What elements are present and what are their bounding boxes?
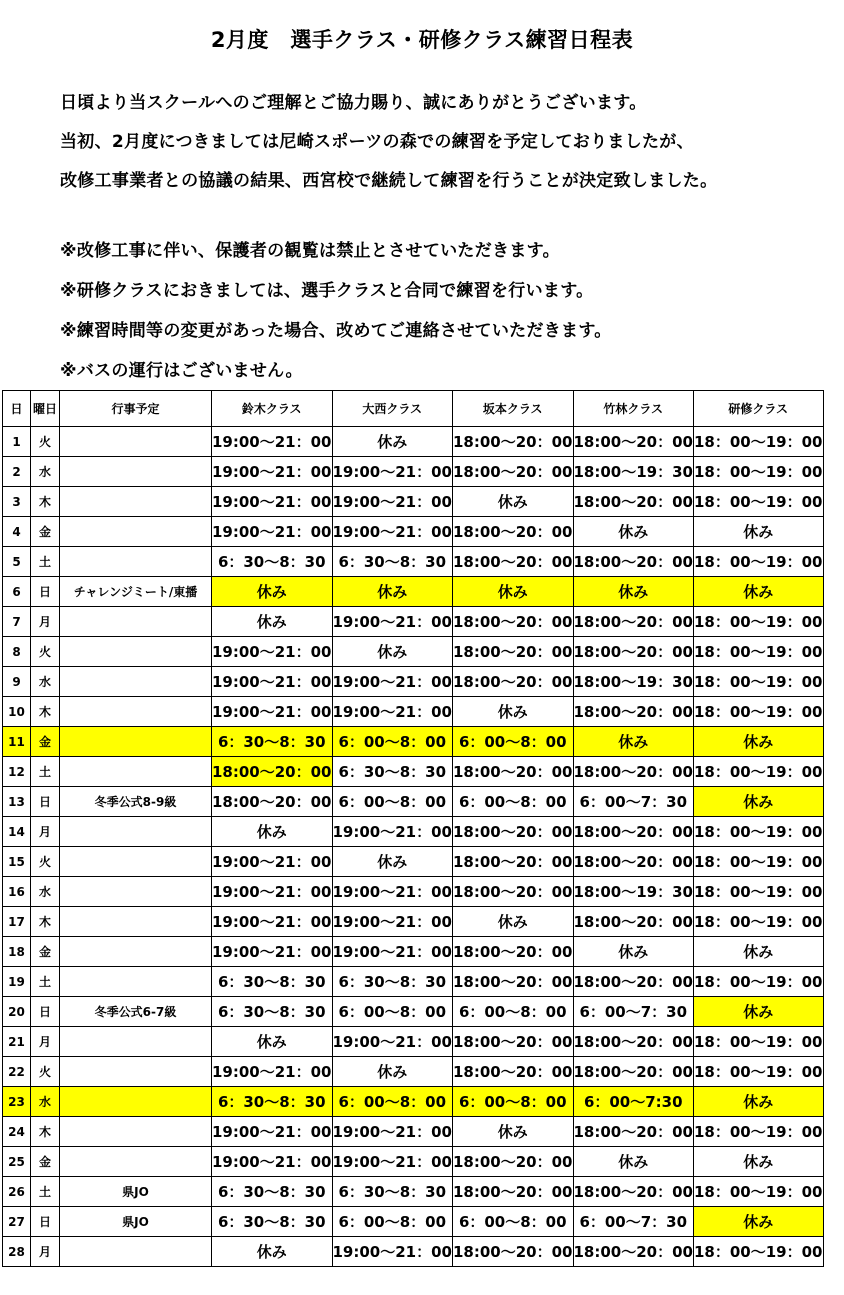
cell-kenshu: 18：00～19：00 [694, 1177, 824, 1207]
cell-sakamoto: 18:00～20：00 [453, 1057, 574, 1087]
cell-takebayashi: 休み [573, 577, 694, 607]
table-row [3, 787, 824, 817]
cell-onishi: 6：30～8：30 [332, 547, 453, 577]
cell-sakamoto: 18:00～20：00 [453, 967, 574, 997]
cell-kenshu: 18：00～19：00 [694, 547, 824, 577]
cell-onishi: 休み [332, 577, 453, 607]
cell-kenshu: 18：00～19：00 [694, 907, 824, 937]
cell-event [60, 547, 212, 577]
table-row [3, 1087, 824, 1117]
cell-day: 20 [3, 997, 31, 1027]
cell-sakamoto: 18:00～20：00 [453, 637, 574, 667]
cell-takebayashi: 18:00～20：00 [573, 487, 694, 517]
cell-takebayashi: 18:00～20：00 [573, 967, 694, 997]
cell-onishi: 19:00～21：00 [332, 877, 453, 907]
header-row [3, 391, 824, 427]
cell-dow: 木 [31, 487, 60, 517]
cell-dow: 土 [31, 1177, 60, 1207]
cell-kenshu: 休み [694, 997, 824, 1027]
note-line-2: ※研修クラスにおきましては、選手クラスと合同で練習を行います。 [60, 281, 594, 301]
cell-event: 冬季公式6-7級 [60, 997, 212, 1027]
cell-day: 1 [3, 427, 31, 457]
cell-onishi: 19:00～21：00 [332, 1117, 453, 1147]
cell-day: 19 [3, 967, 31, 997]
cell-sakamoto: 18:00～20：00 [453, 607, 574, 637]
cell-suzuki: 19:00～21：00 [212, 487, 333, 517]
cell-onishi: 19:00～21：00 [332, 487, 453, 517]
cell-suzuki: 6：30～8：30 [212, 1087, 333, 1117]
cell-suzuki: 18:00～20：00 [212, 787, 333, 817]
cell-day: 21 [3, 1027, 31, 1057]
cell-dow: 火 [31, 1057, 60, 1087]
cell-onishi: 19:00～21：00 [332, 1147, 453, 1177]
cell-dow: 月 [31, 607, 60, 637]
cell-event [60, 667, 212, 697]
cell-takebayashi: 18:00～20：00 [573, 1237, 694, 1267]
cell-sakamoto: 18:00～20：00 [453, 427, 574, 457]
schedule-table [2, 390, 824, 1267]
cell-sakamoto: 休み [453, 1117, 574, 1147]
cell-event [60, 847, 212, 877]
cell-day: 11 [3, 727, 31, 757]
cell-sakamoto: 18:00～20：00 [453, 1147, 574, 1177]
cell-takebayashi: 休み [573, 727, 694, 757]
cell-day: 4 [3, 517, 31, 547]
cell-event [60, 517, 212, 547]
cell-dow: 金 [31, 937, 60, 967]
cell-takebayashi: 休み [573, 517, 694, 547]
table-row [3, 757, 824, 787]
cell-sakamoto: 18:00～20：00 [453, 547, 574, 577]
cell-dow: 水 [31, 457, 60, 487]
table-row [3, 1177, 824, 1207]
cell-onishi: 19:00～21：00 [332, 1027, 453, 1057]
cell-takebayashi: 18:00～20：00 [573, 547, 694, 577]
cell-kenshu: 18：00～19：00 [694, 427, 824, 457]
header-takebayashi-class: 竹林クラス [573, 391, 694, 427]
cell-takebayashi: 18:00～20：00 [573, 637, 694, 667]
cell-day: 24 [3, 1117, 31, 1147]
cell-kenshu: 18：00～19：00 [694, 1237, 824, 1267]
cell-dow: 金 [31, 727, 60, 757]
cell-dow: 日 [31, 787, 60, 817]
cell-takebayashi: 18:00～20：00 [573, 1057, 694, 1087]
table-row [3, 907, 824, 937]
cell-sakamoto: 休み [453, 697, 574, 727]
cell-onishi: 19:00～21：00 [332, 607, 453, 637]
cell-day: 12 [3, 757, 31, 787]
cell-event [60, 1117, 212, 1147]
page-title: 2月度 選手クラス・研修クラス練習日程表 [210, 28, 634, 52]
cell-suzuki: 休み [212, 577, 333, 607]
header-sakamoto-class: 坂本クラス [453, 391, 574, 427]
cell-onishi: 6：30～8：30 [332, 967, 453, 997]
cell-suzuki: 18:00～20：00 [212, 757, 333, 787]
cell-event [60, 817, 212, 847]
cell-event: 県JO [60, 1207, 212, 1237]
cell-suzuki: 6：30～8：30 [212, 997, 333, 1027]
cell-event [60, 1087, 212, 1117]
cell-event [60, 1237, 212, 1267]
cell-takebayashi: 18:00～20：00 [573, 697, 694, 727]
cell-onishi: 19:00～21：00 [332, 667, 453, 697]
cell-kenshu: 18：00～19：00 [694, 967, 824, 997]
cell-sakamoto: 6：00～8：00 [453, 1207, 574, 1237]
cell-onishi: 休み [332, 847, 453, 877]
table-row [3, 1147, 824, 1177]
cell-day: 10 [3, 697, 31, 727]
cell-suzuki: 19:00～21：00 [212, 1147, 333, 1177]
cell-suzuki: 19:00～21：00 [212, 637, 333, 667]
cell-day: 28 [3, 1237, 31, 1267]
cell-kenshu: 休み [694, 1087, 824, 1117]
cell-takebayashi: 18:00～20：00 [573, 1027, 694, 1057]
cell-day: 16 [3, 877, 31, 907]
cell-suzuki: 休み [212, 607, 333, 637]
cell-dow: 火 [31, 847, 60, 877]
cell-onishi: 19:00～21：00 [332, 817, 453, 847]
cell-day: 6 [3, 577, 31, 607]
table-row [3, 1117, 824, 1147]
cell-suzuki: 19:00～21：00 [212, 1117, 333, 1147]
table-row [3, 517, 824, 547]
cell-event [60, 727, 212, 757]
cell-suzuki: 休み [212, 1237, 333, 1267]
cell-day: 25 [3, 1147, 31, 1177]
table-row [3, 667, 824, 697]
cell-takebayashi: 18:00～20：00 [573, 1177, 694, 1207]
header-kenshu-class: 研修クラス [694, 391, 824, 427]
cell-onishi: 休み [332, 427, 453, 457]
cell-sakamoto: 休み [453, 907, 574, 937]
cell-suzuki: 19:00～21：00 [212, 517, 333, 547]
note-line-3: ※練習時間等の変更があった場合、改めてご連絡させていただきます。 [60, 321, 612, 341]
table-row [3, 487, 824, 517]
cell-sakamoto: 18:00～20：00 [453, 1177, 574, 1207]
cell-onishi: 6：00～8：00 [332, 787, 453, 817]
cell-takebayashi: 18:00～19：30 [573, 457, 694, 487]
cell-kenshu: 18：00～19：00 [694, 1027, 824, 1057]
cell-event: 県JO [60, 1177, 212, 1207]
table-row [3, 547, 824, 577]
cell-sakamoto: 6：00～8：00 [453, 787, 574, 817]
cell-onishi: 6：00～8：00 [332, 727, 453, 757]
cell-event [60, 1027, 212, 1057]
cell-onishi: 6：30～8：30 [332, 1177, 453, 1207]
cell-event [60, 457, 212, 487]
cell-dow: 火 [31, 637, 60, 667]
table-row [3, 847, 824, 877]
cell-dow: 水 [31, 1087, 60, 1117]
cell-dow: 火 [31, 427, 60, 457]
cell-dow: 水 [31, 667, 60, 697]
cell-kenshu: 18：00～19：00 [694, 487, 824, 517]
cell-day: 8 [3, 637, 31, 667]
cell-takebayashi: 18:00～20：00 [573, 1117, 694, 1147]
cell-event [60, 877, 212, 907]
cell-suzuki: 19:00～21：00 [212, 457, 333, 487]
cell-event [60, 487, 212, 517]
cell-takebayashi: 18:00～20：00 [573, 817, 694, 847]
cell-suzuki: 6：30～8：30 [212, 547, 333, 577]
cell-dow: 月 [31, 817, 60, 847]
cell-day: 18 [3, 937, 31, 967]
cell-kenshu: 休み [694, 1207, 824, 1237]
cell-sakamoto: 18:00～20：00 [453, 1237, 574, 1267]
table-row [3, 1027, 824, 1057]
cell-sakamoto: 18:00～20：00 [453, 1027, 574, 1057]
cell-event [60, 937, 212, 967]
table-row [3, 427, 824, 457]
cell-day: 26 [3, 1177, 31, 1207]
cell-dow: 月 [31, 1027, 60, 1057]
cell-sakamoto: 18:00～20：00 [453, 667, 574, 697]
cell-event [60, 907, 212, 937]
cell-onishi: 6：00～8：00 [332, 997, 453, 1027]
cell-day: 2 [3, 457, 31, 487]
cell-dow: 月 [31, 1237, 60, 1267]
cell-dow: 土 [31, 547, 60, 577]
cell-kenshu: 18：00～19：00 [694, 697, 824, 727]
cell-kenshu: 18：00～19：00 [694, 607, 824, 637]
cell-sakamoto: 18:00～20：00 [453, 457, 574, 487]
cell-kenshu: 18：00～19：00 [694, 667, 824, 697]
cell-onishi: 19:00～21：00 [332, 697, 453, 727]
cell-kenshu: 18：00～19：00 [694, 637, 824, 667]
cell-day: 17 [3, 907, 31, 937]
cell-event [60, 757, 212, 787]
table-row [3, 637, 824, 667]
table-row [3, 937, 824, 967]
cell-kenshu: 18：00～19：00 [694, 457, 824, 487]
cell-takebayashi: 休み [573, 937, 694, 967]
cell-dow: 木 [31, 907, 60, 937]
cell-kenshu: 18：00～19：00 [694, 817, 824, 847]
cell-event [60, 427, 212, 457]
cell-onishi: 19:00～21：00 [332, 937, 453, 967]
cell-suzuki: 6：30～8：30 [212, 727, 333, 757]
cell-suzuki: 19:00～21：00 [212, 847, 333, 877]
header-event: 行事予定 [60, 391, 212, 427]
table-row [3, 1057, 824, 1087]
table-row [3, 997, 824, 1027]
header-dow: 曜日 [31, 391, 60, 427]
cell-sakamoto: 18:00～20：00 [453, 757, 574, 787]
cell-sakamoto: 18:00～20：00 [453, 937, 574, 967]
table-row [3, 457, 824, 487]
cell-sakamoto: 18:00～20：00 [453, 517, 574, 547]
cell-day: 15 [3, 847, 31, 877]
cell-takebayashi: 18:00～20：00 [573, 757, 694, 787]
cell-day: 14 [3, 817, 31, 847]
note-line-1: ※改修工事に伴い、保護者の観覧は禁止とさせていただきます。 [60, 241, 560, 261]
cell-onishi: 19:00～21：00 [332, 517, 453, 547]
cell-onishi: 19:00～21：00 [332, 907, 453, 937]
cell-dow: 木 [31, 1117, 60, 1147]
cell-onishi: 6：30～8：30 [332, 757, 453, 787]
cell-suzuki: 19:00～21：00 [212, 1057, 333, 1087]
cell-suzuki: 19:00～21：00 [212, 427, 333, 457]
cell-kenshu: 休み [694, 787, 824, 817]
cell-kenshu: 休み [694, 937, 824, 967]
cell-day: 13 [3, 787, 31, 817]
cell-sakamoto: 6：00～8：00 [453, 1087, 574, 1117]
cell-suzuki: 6：30～8：30 [212, 1177, 333, 1207]
cell-event [60, 637, 212, 667]
cell-suzuki: 19:00～21：00 [212, 907, 333, 937]
cell-sakamoto: 休み [453, 487, 574, 517]
cell-takebayashi: 休み [573, 1147, 694, 1177]
cell-onishi: 休み [332, 1057, 453, 1087]
cell-onishi: 19:00～21：00 [332, 457, 453, 487]
table-row [3, 817, 824, 847]
table-row [3, 967, 824, 997]
cell-dow: 土 [31, 757, 60, 787]
cell-kenshu: 休み [694, 727, 824, 757]
table-row [3, 1207, 824, 1237]
cell-day: 22 [3, 1057, 31, 1087]
cell-sakamoto: 18:00～20：00 [453, 877, 574, 907]
cell-sakamoto: 18:00～20：00 [453, 817, 574, 847]
cell-takebayashi: 6：00～7：30 [573, 997, 694, 1027]
cell-sakamoto: 休み [453, 577, 574, 607]
cell-kenshu: 休み [694, 577, 824, 607]
cell-kenshu: 18：00～19：00 [694, 1057, 824, 1087]
cell-takebayashi: 6：00～7：30 [573, 1207, 694, 1237]
cell-takebayashi: 18:00～20：00 [573, 907, 694, 937]
header-onishi-class: 大西クラス [332, 391, 453, 427]
cell-dow: 水 [31, 877, 60, 907]
cell-takebayashi: 18:00～19：30 [573, 667, 694, 697]
cell-dow: 日 [31, 997, 60, 1027]
cell-suzuki: 休み [212, 1027, 333, 1057]
note-line-4: ※バスの運行はございません。 [60, 361, 303, 381]
cell-suzuki: 19:00～21：00 [212, 877, 333, 907]
header-day: 日 [3, 391, 31, 427]
cell-suzuki: 19:00～21：00 [212, 697, 333, 727]
cell-takebayashi: 18:00～19：30 [573, 877, 694, 907]
cell-suzuki: 6：30～8：30 [212, 967, 333, 997]
cell-takebayashi: 18:00～20：00 [573, 607, 694, 637]
cell-dow: 日 [31, 577, 60, 607]
cell-day: 23 [3, 1087, 31, 1117]
cell-kenshu: 18：00～19：00 [694, 1117, 824, 1147]
cell-suzuki: 19:00～21：00 [212, 937, 333, 967]
cell-kenshu: 18：00～19：00 [694, 847, 824, 877]
table-row [3, 877, 824, 907]
cell-onishi: 6：00～8：00 [332, 1087, 453, 1117]
cell-event [60, 1147, 212, 1177]
cell-dow: 金 [31, 517, 60, 547]
cell-day: 5 [3, 547, 31, 577]
cell-dow: 日 [31, 1207, 60, 1237]
cell-kenshu: 18：00～19：00 [694, 757, 824, 787]
cell-day: 3 [3, 487, 31, 517]
table-row [3, 607, 824, 637]
intro-line-1: 日頃より当スクールへのご理解とご協力賜り、誠にありがとうございます。 [60, 93, 647, 113]
cell-dow: 金 [31, 1147, 60, 1177]
cell-takebayashi: 6：00～7：30 [573, 787, 694, 817]
cell-suzuki: 19:00～21：00 [212, 667, 333, 697]
cell-dow: 土 [31, 967, 60, 997]
intro-line-2: 当初、2月度につきましては尼崎スポーツの森での練習を予定しておりましたが、 [60, 132, 694, 152]
cell-takebayashi: 6：00～7:30 [573, 1087, 694, 1117]
cell-event [60, 697, 212, 727]
cell-onishi: 休み [332, 637, 453, 667]
cell-kenshu: 18：00～19：00 [694, 877, 824, 907]
table-row [3, 1237, 824, 1267]
intro-line-3: 改修工事業者との協議の結果、西宮校で継続して練習を行うことが決定致しました。 [60, 171, 718, 191]
cell-event [60, 607, 212, 637]
cell-suzuki: 6：30～8：30 [212, 1207, 333, 1237]
table-row [3, 697, 824, 727]
cell-kenshu: 休み [694, 517, 824, 547]
cell-sakamoto: 6：00～8：00 [453, 727, 574, 757]
cell-takebayashi: 18:00～20：00 [573, 847, 694, 877]
table-row [3, 727, 824, 757]
cell-onishi: 6：00～8：00 [332, 1207, 453, 1237]
cell-event: 冬季公式8-9級 [60, 787, 212, 817]
cell-event [60, 1057, 212, 1087]
cell-day: 9 [3, 667, 31, 697]
cell-suzuki: 休み [212, 817, 333, 847]
cell-takebayashi: 18:00～20：00 [573, 427, 694, 457]
cell-day: 7 [3, 607, 31, 637]
cell-dow: 木 [31, 697, 60, 727]
cell-day: 27 [3, 1207, 31, 1237]
table-row [3, 577, 824, 607]
cell-sakamoto: 6：00～8：00 [453, 997, 574, 1027]
cell-event: チャレンジミート/東播 [60, 577, 212, 607]
cell-onishi: 19:00～21：00 [332, 1237, 453, 1267]
header-suzuki-class: 鈴木クラス [212, 391, 333, 427]
cell-sakamoto: 18:00～20：00 [453, 847, 574, 877]
cell-event [60, 967, 212, 997]
cell-kenshu: 休み [694, 1147, 824, 1177]
